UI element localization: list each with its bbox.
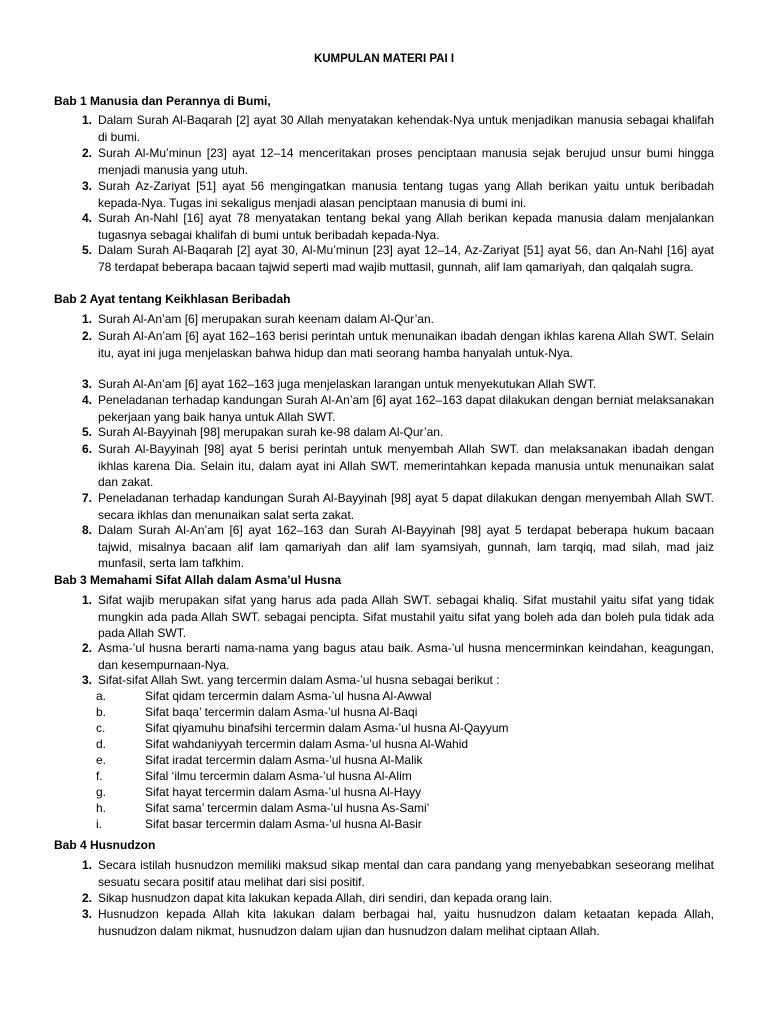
list-item: Peneladanan terhadap kandungan Surah Al-Bayyinah [98] ayat 5 dapat dilakukan dengan menyembah Allah SWT. secara ikhlas dan menunaikan salat serta zakat. xyxy=(98,491,714,522)
list-number: 7. xyxy=(81,491,92,505)
list-item: Secara istilah husnudzon memiliki maksud sikap mental dan cara pandang yang menyebabkan seseorang melihat sesuatu secara positif atau melihat dari sisi positif. xyxy=(98,858,714,889)
list-number: 5. xyxy=(81,425,92,439)
sub-item-letter: h. xyxy=(96,801,107,815)
sub-item-letter: i. xyxy=(96,817,102,831)
list-item: Sifat wajib merupakan sifat yang harus ada pada Allah SWT. sebagai khaliq. Sifat mustahil yaitu sifat yang tidak mungkin ada pada Allah SWT. sebagai pencipta. Sifat mustahil yaitu sifat yang boleh ada dan boleh pula tidak ada pada Allah SWT. xyxy=(98,593,714,641)
list-item: Asma-’ul husna berarti nama-nama yang bagus atau baik. Asma-’ul husna mencerminkan keindahan, keagungan, dan kesempurnaan-Nya. xyxy=(98,641,714,672)
list-item: Surah Al-Mu’minun [23] ayat 12–14 menceritakan proses penciptaan manusia sejak berujud unsur bumi hingga menjadi manusia yang utuh. xyxy=(98,146,714,177)
list-item: Surah Al-An’am [6] merupakan surah keenam dalam Al-Qur’an. xyxy=(98,312,434,326)
list-item: Surah An-Nahl [16] ayat 78 menyatakan tentang bekal yang Allah berikan kepada manusia dalam menjalankan tugasnya sebagai khalifah di bumi untuk beribadah kepada-Nya. xyxy=(98,211,714,242)
list-number: 1. xyxy=(81,858,92,872)
sub-item-text: Sifat wahdaniyyah tercermin dalam Asma-’ul husna Al-Wahid xyxy=(145,737,469,751)
list-number: 3. xyxy=(81,377,92,391)
sub-item-letter: c. xyxy=(96,721,106,735)
bab-3-heading: Bab 3 Memahami Sifat Allah dalam Asma’ul Husna xyxy=(54,573,342,587)
list-number: 6. xyxy=(81,442,92,456)
sub-item-letter: a. xyxy=(96,689,107,703)
list-item: Sifat-sifat Allah Swt. yang tercermin dalam Asma-’ul husna sebagai berikut : xyxy=(98,673,500,687)
sub-item-text: Sifal ‘ilmu tercermin dalam Asma-’ul husna Al-Alim xyxy=(145,769,412,783)
sub-item-text: Sifat qiyamuhu binafsihi tercermin dalam Asma-’ul husna Al-Qayyum xyxy=(145,721,509,735)
list-number: 1. xyxy=(81,113,92,127)
sub-item-text: Sifat hayat tercermin dalam Asma-’ul husna Al-Hayy xyxy=(145,785,422,799)
sub-item-letter: d. xyxy=(96,737,107,751)
list-item: Surah Al-Bayyinah [98] ayat 5 berisi perintah untuk menyembah Allah SWT. dan melaksanakan ibadah dengan ikhlas karena Dia. Selain itu, dalam ayat ini Allah SWT. memerintahkan kepada manusia untuk menunaikan salat dan zakat. xyxy=(98,442,714,490)
list-number: 2. xyxy=(81,146,92,160)
list-number: 4. xyxy=(81,211,92,225)
sub-item-letter: f. xyxy=(96,769,103,783)
list-number: 2. xyxy=(81,641,92,655)
bab-1-heading: Bab 1 Manusia dan Perannya di Bumi, xyxy=(54,94,271,108)
list-number: 4. xyxy=(81,393,92,407)
sub-item-letter: b. xyxy=(96,705,107,719)
sub-item-text: Sifat qidam tercermin dalam Asma-’ul husna Al-Awwal xyxy=(145,689,432,703)
list-item: Surah Al-Bayyinah [98] merupakan surah ke-98 dalam Al-Qur’an. xyxy=(98,425,444,439)
sub-item-text: Sifat sama’ tercermin dalam Asma-’ul husna As-Sami’ xyxy=(145,801,430,815)
sub-item-text: Sifat iradat tercermin dalam Asma-’ul husna Al-Malik xyxy=(145,753,423,767)
list-number: 2. xyxy=(81,891,92,905)
list-number: 2. xyxy=(81,329,92,343)
sub-item-text: Sifat basar tercermin dalam Asma-’ul husna Al-Basir xyxy=(145,817,422,831)
page-title: KUMPULAN MATERI PAI I xyxy=(313,53,455,65)
list-number: 3. xyxy=(81,907,92,921)
list-item: Surah Az-Zariyat [51] ayat 56 mengingatkan manusia tentang tugas yang Allah berikan yaitu untuk beribadah kepada-Nya. Tugas ini sekaligus menjadi alasan penciptaan manusia di bumi ini. xyxy=(98,179,714,210)
sub-item-letter: e. xyxy=(96,753,107,767)
list-item: Dalam Surah Al-Baqarah [2] ayat 30, Al-Mu’minun [23] ayat 12–14, Az-Zariyat [51] ayat 56, dan An-Nahl [16] ayat 78 terdapat beberapa bacaan tajwid seperti mad wajib muttasil, gunnah, alif lam qamariyah, dan qalqalah sugra. xyxy=(98,243,714,274)
sub-item-text: Sifat baqa’ tercermin dalam Asma-’ul husna Al-Baqi xyxy=(145,705,418,719)
sub-item-letter: g. xyxy=(96,785,107,799)
bab-4-heading: Bab 4 Husnudzon xyxy=(54,838,156,852)
list-number: 1. xyxy=(81,593,92,607)
list-item: Dalam Surah Al-Baqarah [2] ayat 30 Allah menyatakan kehendak-Nya untuk menjadikan manusia sebagai khalifah di bumi. xyxy=(98,113,714,144)
list-number: 5. xyxy=(81,243,92,257)
list-item: Dalam Surah Al-An’am [6] ayat 162–163 dan Surah Al-Bayyinah [98] ayat 5 terdapat beberapa hukum bacaan tajwid, misalnya bacaan alif lam qamariyah dan alif lam syamsiyah, gunnah, lam tarqiq, mad silah, mad jaiz munfasil, serta lam tafkhim. xyxy=(98,523,714,571)
list-item: Surah Al-An’am [6] ayat 162–163 juga menjelaskan larangan untuk menyekutukan Allah SWT. xyxy=(98,377,597,391)
list-item: Peneladanan terhadap kandungan Surah Al-An’am [6] ayat 162–163 dapat dilakukan dengan berniat melaksanakan pekerjaan yang baik hanya untuk Allah SWT. xyxy=(98,393,714,424)
list-number: 3. xyxy=(81,179,92,193)
list-number: 8. xyxy=(81,523,92,537)
list-number: 3. xyxy=(81,673,92,687)
list-number: 1. xyxy=(81,312,92,326)
bab-2-heading: Bab 2 Ayat tentang Keikhlasan Beribadah xyxy=(54,292,291,306)
list-item: Husnudzon kepada Allah kita lakukan dalam berbagai hal, yaitu husnudzon dalam ketaatan kepada Allah, husnudzon dalam nikmat, husnudzon dalam ujian dan husnudzon dalam melihat ciptaan Allah. xyxy=(98,907,714,938)
list-item: Sikap husnudzon dapat kita lakukan kepada Allah, diri sendiri, dan kepada orang lain. xyxy=(98,891,553,905)
list-item: Surah Al-An’am [6] ayat 162–163 berisi perintah untuk menunaikan ibadah dengan ikhlas karena Allah SWT. Selain itu, ayat ini juga menjelaskan bahwa hidup dan mati seorang hamba hanyalah untuk-Nya. xyxy=(98,329,714,360)
